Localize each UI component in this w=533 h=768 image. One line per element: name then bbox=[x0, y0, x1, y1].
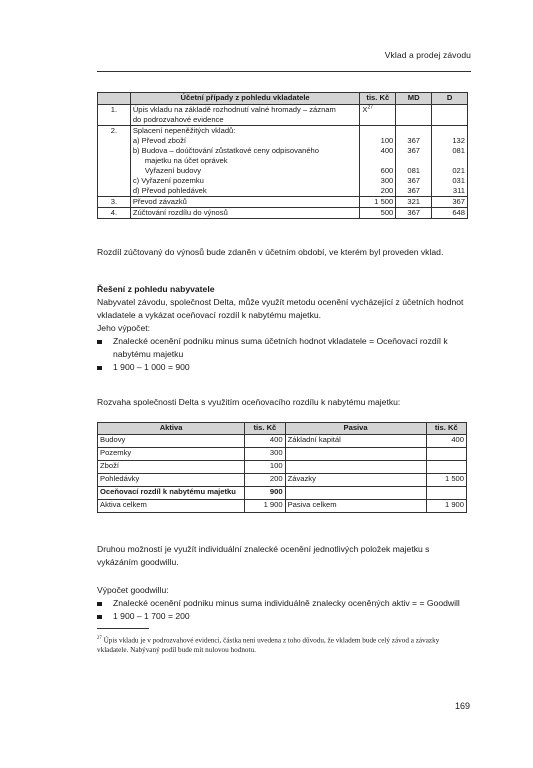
table-row bbox=[98, 448, 467, 461]
balance-sheet-table bbox=[97, 422, 467, 513]
debit-account-cell bbox=[396, 105, 432, 126]
table-row bbox=[98, 500, 467, 513]
calc-label: Jeho výpočet: bbox=[97, 323, 151, 333]
credit-account-cell bbox=[432, 105, 468, 126]
column-header: tis. Kč bbox=[360, 93, 396, 105]
column-header: Aktiva bbox=[98, 423, 245, 435]
asset-label-cell: Zboží bbox=[98, 461, 245, 474]
row-number-cell: 3. bbox=[98, 197, 131, 208]
footnote-mark: 27 bbox=[97, 636, 102, 641]
table-header-row bbox=[98, 423, 467, 435]
amount-cell: $X^{27}$ bbox=[360, 105, 396, 126]
liability-label-cell: Pasiva celkem bbox=[285, 500, 426, 513]
text-paragraph: Nabyvatel závodu, společnost Delta, může využít metodu ocenění vycházející z účetních hodnot vkladatele a vykázat oceňovací rozdíl k nabytému majetku. bbox=[97, 297, 464, 320]
calc-label: Výpočet goodwillu: bbox=[97, 585, 169, 595]
liability-label-cell: Základní kapitál bbox=[285, 435, 426, 448]
table-row bbox=[98, 197, 468, 208]
row-number-cell: 2. bbox=[98, 126, 131, 197]
table-row bbox=[98, 487, 467, 500]
asset-label-cell: Pohledávky bbox=[98, 474, 245, 487]
column-header: Účetní případy z pohledu vkladatele bbox=[130, 93, 360, 105]
list-item: 1 900 – 1 700 = 200 bbox=[97, 610, 467, 623]
section-heading: Řešení z pohledu nabyvatele bbox=[97, 284, 215, 294]
amount-cell: 1 500 bbox=[360, 197, 396, 208]
list-item: 1 900 – 1 000 = 900 bbox=[97, 361, 467, 374]
description-cell: Úpis vkladu na základě rozhodnutí valné hromady – záznam do podrozvahové evidence bbox=[130, 105, 360, 126]
header-rule bbox=[97, 71, 471, 72]
text-paragraph: Rozvaha společnosti Delta s využitím oceňovacího rozdílu k nabytému majetku: bbox=[97, 397, 401, 407]
debit-account-cell: 367 bbox=[396, 208, 432, 219]
asset-value-cell: 1 900 bbox=[245, 500, 285, 513]
credit-account-cell: 367 bbox=[432, 197, 468, 208]
bullet-icon bbox=[97, 602, 102, 607]
table-row bbox=[98, 126, 468, 197]
column-header: D bbox=[432, 93, 468, 105]
accounting-entries-table bbox=[97, 92, 468, 219]
bullet-icon bbox=[97, 366, 102, 371]
running-header: Vklad a prodej závodu bbox=[384, 50, 471, 60]
liability-value-cell bbox=[426, 448, 466, 461]
asset-label-cell: Pozemky bbox=[98, 448, 245, 461]
goodwill-section bbox=[97, 584, 467, 623]
section-2 bbox=[97, 283, 467, 374]
list-item: Znalecké ocenění podniku minus suma účetních hodnot vkladatele = Oceňovací rozdíl k nabytému majetku bbox=[97, 335, 467, 361]
table-row bbox=[98, 105, 468, 126]
description-cell: Zúčtování rozdílu do výnosů bbox=[130, 208, 360, 219]
credit-account-cell: 648 bbox=[432, 208, 468, 219]
list-item: Znalecké ocenění podniku minus suma individuálně znalecky oceněných aktiv = = Goodwill bbox=[97, 597, 467, 610]
table-row bbox=[98, 435, 467, 448]
column-header: tis. Kč bbox=[426, 423, 466, 435]
liability-value-cell bbox=[426, 461, 466, 474]
liability-value-cell: 1 900 bbox=[426, 500, 466, 513]
liability-label-cell bbox=[285, 461, 426, 474]
column-header: tis. Kč bbox=[245, 423, 285, 435]
bullet-icon bbox=[97, 615, 102, 620]
table-row bbox=[98, 461, 467, 474]
debit-account-cell: 321 bbox=[396, 197, 432, 208]
description-cell: Splacení nepeněžitých vkladů: a) Převod zboží b) Budova – doúčtování zůstatkové ceny odpisovaného majetku na účet oprávek Vyřazení budovy c) Vyřazení pozemku d) Převod pohledávek bbox=[130, 126, 360, 197]
asset-value-cell: 300 bbox=[245, 448, 285, 461]
asset-value-cell: 200 bbox=[245, 474, 285, 487]
description-cell: Převod závazků bbox=[130, 197, 360, 208]
text-paragraph: Druhou možností je využít individuální znalecké ocenění jednotlivých položek majetku s vykázáním goodwillu. bbox=[97, 544, 430, 567]
text-paragraph: Rozdíl zúčtovaný do výnosů bude zdaněn v účetním období, ve kterém byl proveden vklad. bbox=[97, 247, 444, 257]
liability-label-cell bbox=[285, 448, 426, 461]
asset-value-cell: 400 bbox=[245, 435, 285, 448]
asset-label-cell: Budovy bbox=[98, 435, 245, 448]
footnote-rule bbox=[97, 628, 149, 629]
liability-value-cell: 1 500 bbox=[426, 474, 466, 487]
column-header bbox=[98, 93, 131, 105]
asset-label-cell: Oceňovací rozdíl k nabytému majetku bbox=[98, 487, 245, 500]
liability-label-cell: Závazky bbox=[285, 474, 426, 487]
column-header: MD bbox=[396, 93, 432, 105]
footnote bbox=[97, 634, 469, 655]
liability-value-cell bbox=[426, 487, 466, 500]
amount-cell: 100 400 600 300 200 bbox=[360, 126, 396, 197]
liability-label-cell bbox=[285, 487, 426, 500]
credit-account-cell: 132 081 021 031 311 bbox=[432, 126, 468, 197]
amount-cell: 500 bbox=[360, 208, 396, 219]
asset-value-cell: 100 bbox=[245, 461, 285, 474]
table-row bbox=[98, 474, 467, 487]
column-header: Pasiva bbox=[285, 423, 426, 435]
page-number: 169 bbox=[454, 701, 470, 711]
row-number-cell: 4. bbox=[98, 208, 131, 219]
asset-label-cell: Aktiva celkem bbox=[98, 500, 245, 513]
table-header-row bbox=[98, 93, 468, 105]
row-number-cell: 1. bbox=[98, 105, 131, 126]
asset-value-cell: 900 bbox=[245, 487, 285, 500]
bullet-icon bbox=[97, 340, 102, 345]
liability-value-cell: 400 bbox=[426, 435, 466, 448]
debit-account-cell: 367 367 081 367 367 bbox=[396, 126, 432, 197]
table-row bbox=[98, 208, 468, 219]
footnote-text: Úpis vkladu je v podrozvahové evidenci, částka není uvedena z toho důvodu, že vkladem bude celý závod a závazky vkladatele. Nabývaný podíl bude mít nulovou hodnotu. bbox=[97, 636, 440, 655]
